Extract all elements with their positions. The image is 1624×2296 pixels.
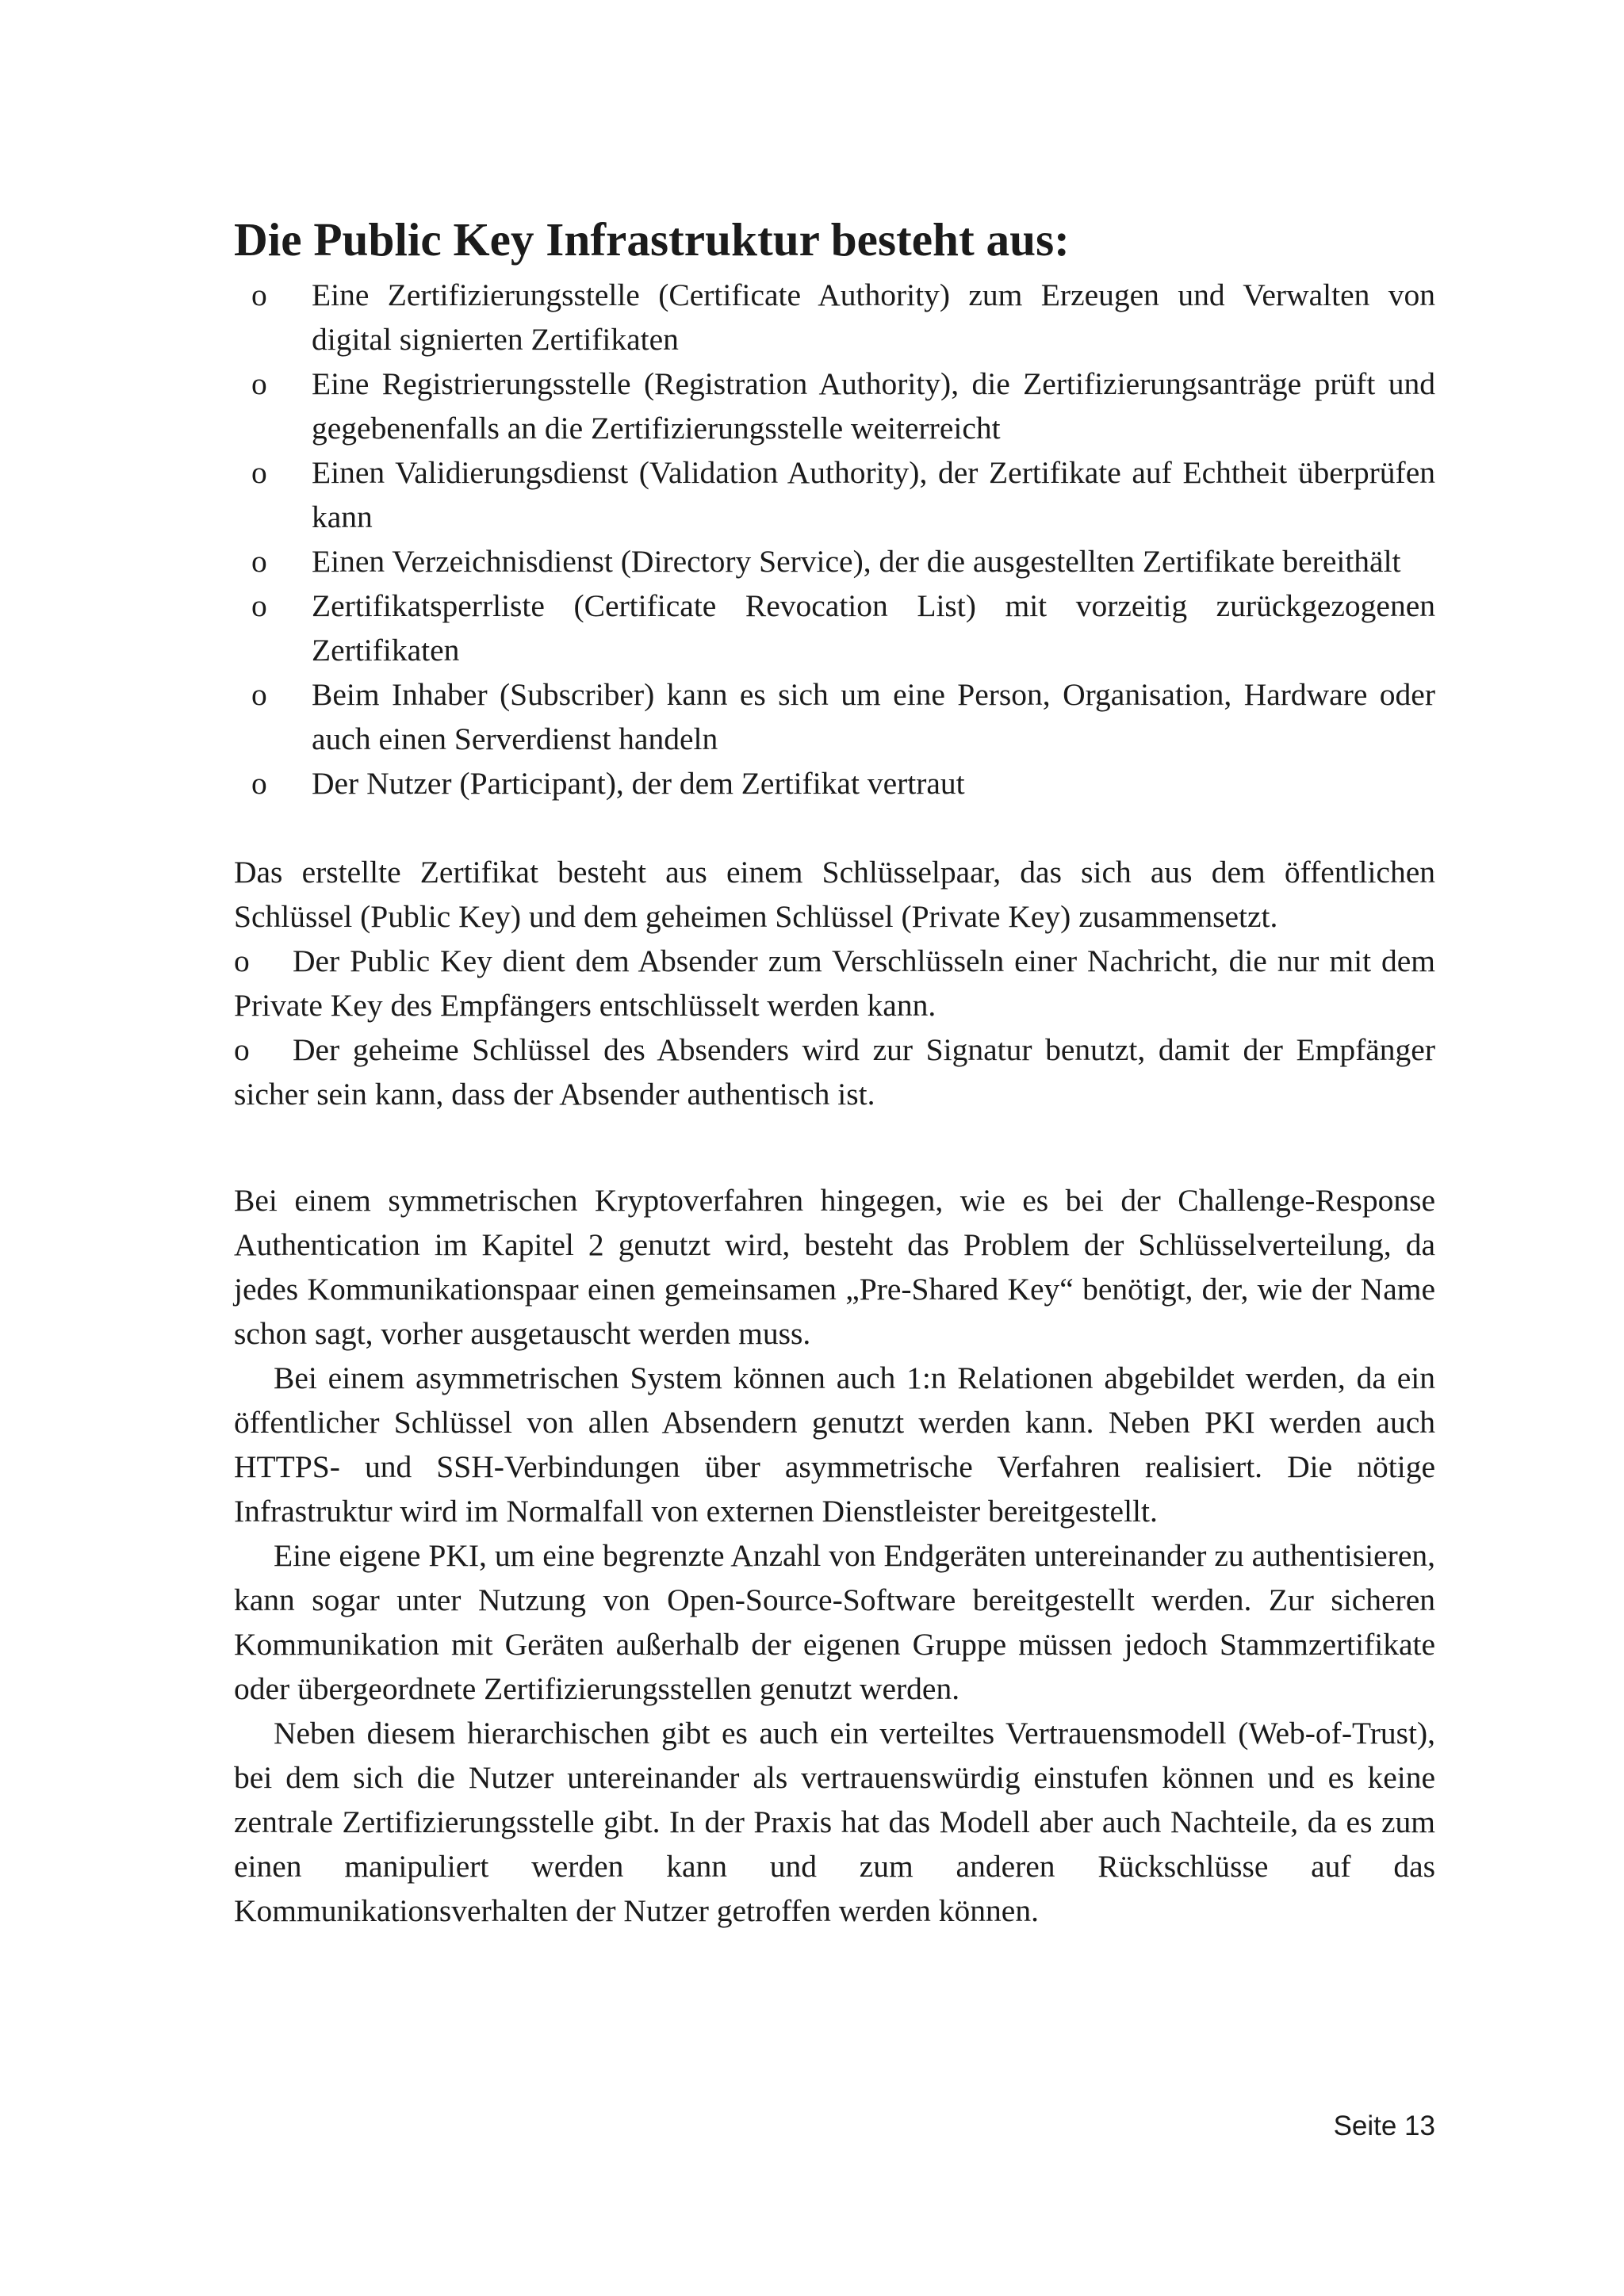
- list-item: o Beim Inhaber (Subscriber) kann es sich um eine Person, Organisation, Hardware oder auch einen Serverdienst handeln: [234, 672, 1435, 761]
- pki-component-list: [234, 273, 1435, 806]
- list-item: o Einen Verzeichnisdienst (Directory Service), der die ausgestellten Zertifikate bereithält: [234, 539, 1435, 584]
- list-item: o Der Nutzer (Participant), der dem Zertifikat vertraut: [234, 761, 1435, 806]
- section-heading: Die Public Key Infrastruktur besteht aus:: [234, 213, 1070, 266]
- list-item: o Einen Validierungsdienst (Validation Authority), der Zertifikate auf Echtheit überprüfen kann: [234, 450, 1435, 539]
- page-content: [234, 214, 1435, 1933]
- list-item: o Zertifikatsperrliste (Certificate Revocation List) mit vorzeitig zurückgezogenen Zertifikaten: [234, 584, 1435, 672]
- body-paragraph: Bei einem asymmetrischen System können auch 1:n Relationen abgebildet werden, da ein öffentlicher Schlüssel von allen Absendern genutzt werden kann. Neben PKI werden auch HTTPS- und SSH-Verbindungen über asymmetrische Verfahren realisiert. Die nötige Infrastruktur wird im Normalfall von externen Dienstleister bereitgestellt.: [234, 1360, 1435, 1529]
- body-paragraph: Eine eigene PKI, um eine begrenzte Anzahl von Endgeräten untereinander zu authentisieren, kann sogar unter Nutzung von Open-Source-Software bereitgestellt werden. Zur sicheren Kommunikation mit Geräten außerhalb der eigenen Gruppe müssen jedoch Stammzertifikate oder übergeordnete Zertifizierungsstellen genutzt werden.: [234, 1538, 1435, 1706]
- bullet: o: [234, 1032, 250, 1067]
- bullet: o: [251, 277, 267, 312]
- bullet: o: [251, 455, 267, 490]
- certificate-paragraph: Das erstellte Zertifikat besteht aus einem Schlüsselpaar, das sich aus dem öffentlichen Schlüssel (Public Key) und dem geheimen Schlüssel (Private Key) zusammensetzt.: [234, 855, 1435, 934]
- body-paragraph: Neben diesem hierarchischen gibt es auch ein verteiltes Vertrauensmodell (Web-of-Trust), bei dem sich die Nutzer untereinander als vertrauenswürdig einstufen können und es keine zentrale Zertifizierungsstelle gibt. In der Praxis hat das Modell aber auch Nachteile, da es zum einen manipuliert werden kann und zum anderen Rückschlüsse auf das Kommunikationsverhalten der Nutzer getroffen werden können.: [234, 1716, 1435, 1928]
- body-paragraph: Bei einem symmetrischen Kryptoverfahren hingegen, wie es bei der Challenge-Response Authentication im Kapitel 2 genutzt wird, besteht das Problem der Schlüsselverteilung, da jedes Kommunikationspaar einen gemeinsamen „Pre-Shared Key“ benötigt, der, wie der Name schon sagt, vorher ausgetauscht werden muss.: [234, 1183, 1435, 1351]
- list-item: o Eine Zertifizierungsstelle (Certificate Authority) zum Erzeugen und Verwalten von digital signierten Zertifikaten: [234, 273, 1435, 362]
- bullet: o: [251, 766, 267, 801]
- bullet: o: [251, 588, 267, 623]
- bullet: o: [251, 366, 267, 401]
- page-number: Seite 13: [1333, 2110, 1435, 2141]
- key-item: o Der Public Key dient dem Absender zum Verschlüsseln einer Nachricht, die nur mit dem Private Key des Empfängers entschlüsselt werden kann.: [234, 939, 1435, 1027]
- bullet: o: [251, 677, 267, 712]
- bullet: o: [234, 943, 250, 978]
- list-item: o Eine Registrierungsstelle (Registration Authority), die Zertifizierungsanträge prüft und gegebenenfalls an die Zertifizierungsstelle weiterreicht: [234, 362, 1435, 450]
- key-item: o Der geheime Schlüssel des Absenders wird zur Signatur benutzt, damit der Empfänger sicher sein kann, dass der Absender authentisch ist.: [234, 1027, 1435, 1116]
- bullet: o: [251, 544, 267, 579]
